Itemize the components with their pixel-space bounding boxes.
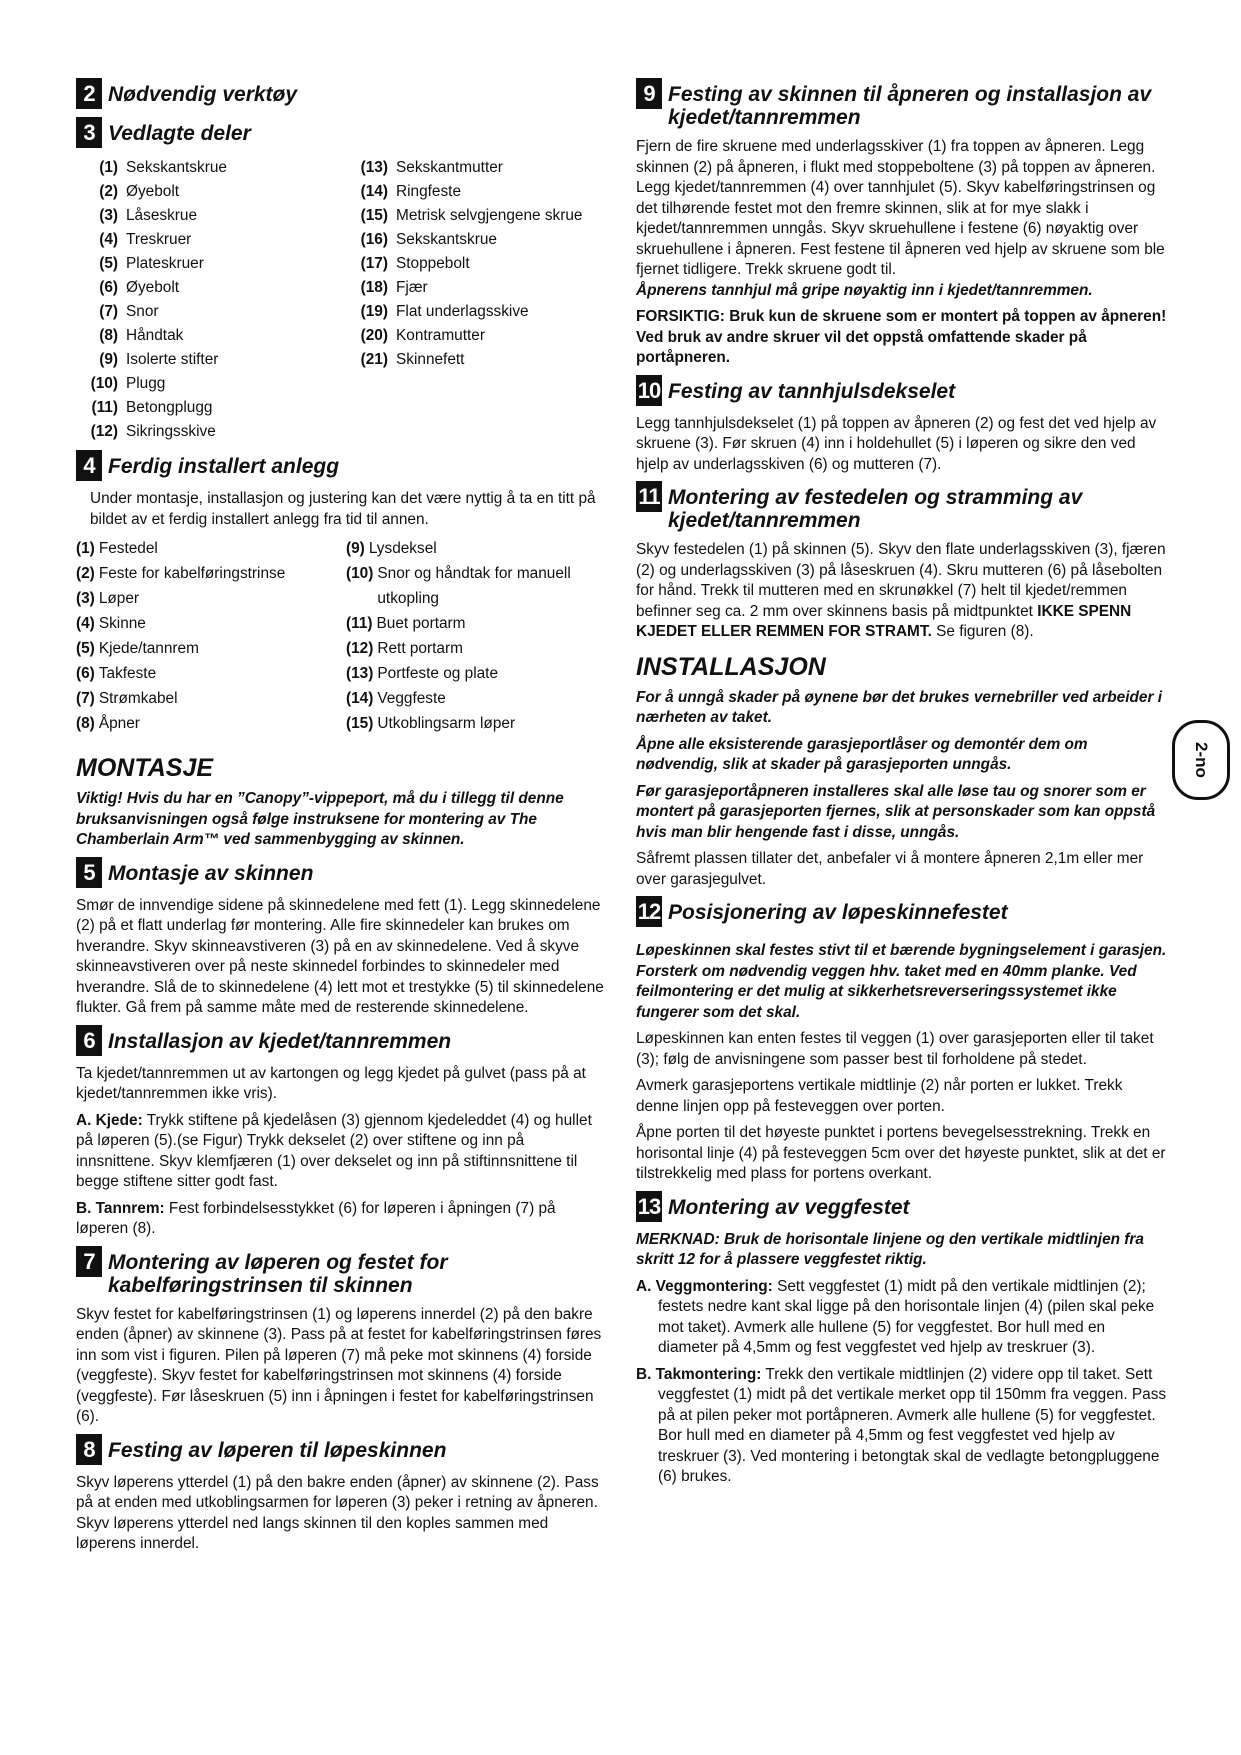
item-number: (8): [76, 715, 95, 732]
item-number: (11): [91, 399, 118, 416]
item-number: (3): [76, 590, 95, 607]
item-number: (2): [76, 565, 95, 582]
item-number: (5): [76, 640, 95, 657]
warning: IKKE SPENN KJEDET ELLER REMMEN FOR STRAMT.: [636, 602, 1132, 640]
item-number: (15): [360, 207, 388, 224]
section-title: Montering av løperen og festet for kabelføringstrinsen til skinnen: [108, 1250, 448, 1297]
item-text: Kjede/tannrem: [98, 640, 199, 657]
item-text: Betongplugg: [126, 399, 213, 416]
parts-list: [76, 156, 604, 444]
list-item: [346, 611, 604, 636]
list-item: [76, 636, 346, 661]
item-number: (6): [99, 279, 118, 296]
item-text: Stoppebolt: [396, 255, 470, 272]
item-text: Snor og håndtak for manuell utkopling: [377, 565, 571, 607]
item-text: Festedel: [98, 540, 158, 557]
label: A. Kjede:: [76, 1111, 143, 1129]
section-3-heading: [76, 117, 604, 148]
section-12-emphasis: Løpeskinnen skal festes stivt til et bærende bygningselement i garasjen. Forsterk om nødvendig veggen hhv. taket med en 40mm planke. Ved feilmontering er det mulig at sikkerhetsreverseringssystemet ikke fungerer som det skal.: [636, 942, 1167, 1021]
list-item: [346, 300, 604, 324]
section-9-heading: [636, 78, 1168, 129]
list-item: [76, 536, 346, 561]
list-item: [346, 711, 604, 736]
item-text: Metrisk selvgjengene skrue: [396, 207, 583, 224]
section-number: 5: [76, 857, 102, 888]
item-text: Lysdeksel: [368, 540, 437, 557]
list-item: [346, 204, 604, 228]
item-number: (16): [360, 231, 388, 248]
section-11-text: [636, 540, 1168, 643]
section-4-heading: [76, 450, 604, 481]
section-5-text: Smør de innvendige sidene på skinnedelene med fett (1). Legg skinnedelene (2) på et flatt underlag før montering. Alle fire skinnedeler kan brukes om hverandre. Skyv skinneavstiveren (3) på en av skinnedelene. Ved å skyve skinneavstiveren over på neste skinnedel forbindes to skinnedeler med hverandre. Slå de to skinnedelene (4) lett mot et trestykke (5) til skinnedelene flukter. Gå frem på samme måte med de resterende skinnedelene.: [76, 896, 604, 1016]
list-item: [346, 324, 604, 348]
installasjon-p3: Før garasjeportåpneren installeres skal alle løse tau og snorer som er montert på garasjeporten fjernes, slik at personskader som kan oppstå hvis man blir hengende fast i disse, unngås.: [636, 782, 1156, 841]
section-title: Ferdig installert anlegg: [108, 455, 340, 478]
list-item: [76, 252, 346, 276]
list-item: [76, 372, 346, 396]
parts-list-right: [346, 156, 604, 444]
item-number: (18): [360, 279, 388, 296]
item-text: Skinne: [98, 615, 146, 632]
installasjon-p2: Åpne alle eksisterende garasjeportlåser og demontér dem om nødvendig, slik at skader på garasjeporten unngås.: [636, 735, 1088, 773]
section-number: 6: [76, 1025, 102, 1056]
list-item: [76, 686, 346, 711]
list-item: [346, 636, 604, 661]
item-number: (7): [99, 303, 118, 320]
item-number: (3): [99, 207, 118, 224]
list-item: [76, 180, 346, 204]
page-badge: [1172, 720, 1230, 800]
list-item: [346, 156, 604, 180]
item-text: Treskruer: [126, 231, 192, 248]
list-item: [76, 348, 346, 372]
section-12-heading: [636, 896, 1168, 927]
item-text: Takfeste: [98, 665, 157, 682]
left-column: [76, 72, 604, 1561]
section-9-emphasis: Åpnerens tannhjul må gripe nøyaktig inn i kjedet/tannremmen.: [636, 281, 1093, 299]
section-8-text: Skyv løperens ytterdel (1) på den bakre enden (åpner) av skinnene (2). Pass på at enden med utkoblingsarmen for løperen (3) peker i retning av åpneren. Skyv løperens ytterdel ned langs skinnen til den koples sammen med løperens innerdel.: [76, 1473, 599, 1552]
label: B. Takmontering:: [636, 1365, 762, 1383]
right-column: [636, 72, 1168, 1494]
section-13-note: MERKNAD: Bruk de horisontale linjene og den vertikale midtlinjen fra skritt 12 for å plassere veggfestet riktig.: [636, 1230, 1144, 1268]
item-number: (10): [346, 565, 374, 582]
label: B. Tannrem:: [76, 1199, 165, 1217]
text: Sett veggfestet (1) midt på den vertikale midtlinjen (2); festets nedre kant skal ligge på den horisontale linjen (4) (pilen skal peke mot taket). Avmerk alle hullene (5) for veggfestet. Bor hull med en diameter på 4,5mm og fest veggfestet ved hjelp av treskruer (3).: [658, 1277, 1155, 1356]
section-title: Nødvendig verktøy: [108, 83, 298, 106]
section-number: 2: [76, 78, 102, 109]
section-number: 9: [636, 78, 662, 109]
list-item: [346, 661, 604, 686]
section-title: Festing av skinnen til åpneren og installasjon av kjedet/tannremmen: [668, 83, 1152, 129]
section-9-text: Fjern de fire skruene med underlagsskiver (1) fra toppen av åpneren. Legg skinnen (2) på åpneren, i flukt med stoppeboltene (3) på toppen av åpneren. Legg kjedet/tannremmen (4) over tannhjulet (5). Skyv kabelføringstrinsen og det tilhørende festet mot den fremre skinnen, slik at for mye slakk i kjedet/tannremmen unngås. Skyv skruehullene i festene (6) nøyaktig over skruehullene i åpneren. Fest festene til åpneren ved hjelp av skruene som ble fjernet tidligere. Trekk skruene godt til.: [636, 138, 1165, 278]
item-text: Plateskruer: [126, 255, 204, 272]
item-text: Sekskantmutter: [396, 159, 503, 176]
section-number: 4: [76, 450, 102, 481]
installed-parts-left: [76, 536, 346, 736]
item-number: (12): [346, 640, 374, 657]
item: [636, 1365, 1168, 1488]
item-number: (14): [346, 690, 374, 707]
item-number: (1): [99, 159, 118, 176]
section-5-heading: [76, 857, 604, 888]
section-13-heading: [636, 1191, 1168, 1222]
text: Trekk den vertikale midtlinjen (2) videre opp til taket. Sett veggfestet (1) midt på det vertikale merket opp til 150mm fra veggen. Pass på at pilen peker mot portåpneren. Avmerk alle hullene (5) for veggfestet. Bor hull med en diameter på 4,5mm og fest veggfestet ved hjelp av treskruer (3). Ved montering i betongtak skal de vedlagte betongpluggene (6) brukes.: [658, 1365, 1167, 1485]
list-item: [76, 661, 346, 686]
section-title: Festing av tannhjulsdekselet: [668, 379, 956, 403]
section-2-heading: [76, 78, 604, 109]
item-text: Kontramutter: [396, 327, 485, 344]
section-6-a: [76, 1111, 604, 1193]
item-text: Utkoblingsarm løper: [377, 715, 516, 732]
item-text: Snor: [126, 303, 159, 320]
list-item: [346, 686, 604, 711]
section-10-text: Legg tannhjulsdekselet (1) på toppen av åpneren (2) og fest det ved hjelp av skruene (3). Før skruen (4) inn i holdehullet (5) i løperen og sikre den ved hjelp av underlagsskiven (6) og mutteren (7).: [636, 414, 1157, 473]
item-number: (2): [99, 183, 118, 200]
item-text: Øyebolt: [126, 183, 180, 200]
installed-parts-right: [346, 536, 604, 736]
list-item: [76, 324, 346, 348]
section-title: Installasjon av kjedet/tannremmen: [108, 1029, 452, 1053]
item-text: Portfeste og plate: [377, 665, 499, 682]
section-number: 10: [636, 375, 662, 406]
item-number: (9): [346, 540, 365, 557]
item-text: Øyebolt: [126, 279, 180, 296]
installasjon-p1: For å unngå skader på øynene bør det brukes vernebriller ved arbeider i nærheten av taket.: [636, 688, 1163, 726]
item-number: (17): [360, 255, 388, 272]
list-item: [346, 276, 604, 300]
section-6-text: Ta kjedet/tannremmen ut av kartongen og legg kjedet på gulvet (pass på at kjedet/tannremmen ikke vris).: [76, 1064, 586, 1102]
item-text: Sikringsskive: [126, 423, 216, 440]
list-item: [76, 561, 346, 586]
item-number: (19): [360, 303, 388, 320]
item-text: Fjær: [396, 279, 428, 296]
item-text: Plugg: [126, 375, 166, 392]
section-number: 3: [76, 117, 102, 148]
item-number: (12): [90, 423, 118, 440]
item-number: (4): [99, 231, 118, 248]
item-number: (5): [99, 255, 118, 272]
item-number: (14): [360, 183, 388, 200]
section-title: Montering av festedelen og stramming av kjedet/tannremmen: [668, 486, 1083, 532]
text: Skyv festedelen (1) på skinnen (5). Skyv den flate underlagsskiven (3), fjæren (2) og underlagsskiven (3) på låseskruen (4). Skru mutteren (6) på låsebolten for hånd. Trekk til mutteren med en skrunøkkel (7) helt til kjedet/remmen befinner seg ca. 2 mm over skinnens basis på midtpunktet: [636, 541, 1166, 620]
item-text: Løper: [98, 590, 140, 607]
section-6-b: [76, 1199, 604, 1240]
item-number: (8): [99, 327, 118, 344]
item-number: (13): [346, 665, 374, 682]
item-text: Låseskrue: [126, 207, 198, 224]
text: Fest forbindelsesstykket (6) for løperen i åpningen (7) på løperen (8).: [76, 1199, 556, 1237]
section-number: 12: [636, 896, 662, 927]
section-12-p3: Åpne porten til det høyeste punktet i portens bevegelsesstrekning. Trekk en horisontal linje (4) på festeveggen 5cm over det høyeste punktet, slik at det er tilstrekkelig med plass for portens overkant.: [636, 1124, 1166, 1182]
section-13-b: [636, 1365, 1168, 1488]
list-item: [346, 180, 604, 204]
item-text: Skinnefett: [396, 351, 465, 368]
section-title: Posisjonering av løpeskinnefestet: [668, 901, 1008, 924]
item-text: Ringfeste: [396, 183, 462, 200]
section-8-heading: [76, 1434, 604, 1465]
item-text: Buet portarm: [376, 615, 466, 632]
list-item: [76, 300, 346, 324]
text: Trykk stiftene på kjedelåsen (3) gjennom kjedeleddet (4) og hullet på løperen (5).(se Figur) Trykk dekselet (2) over stiftene og inn på innsnittene. Skyv klemfjæren (1) over dekselet og inn på stiftinnsnittene til begge stiftene sitter godt fast.: [76, 1111, 592, 1190]
item-number: (7): [76, 690, 95, 707]
list-item: [346, 228, 604, 252]
list-item: [76, 204, 346, 228]
list-item: [76, 156, 346, 180]
section-6-heading: [76, 1025, 604, 1056]
parts-list-left: [76, 156, 346, 444]
item-text: Strømkabel: [98, 690, 178, 707]
montasje-title: MONTASJE: [76, 754, 214, 782]
item-number: (10): [90, 375, 118, 392]
section-number: 7: [76, 1246, 102, 1277]
list-item: [76, 276, 346, 300]
list-item: [76, 420, 346, 444]
item-number: (20): [360, 327, 388, 344]
section-13-a: [636, 1277, 1168, 1359]
item-text: Åpner: [98, 715, 140, 732]
section-12-p1: Løpeskinnen kan enten festes til veggen (1) over garasjeporten eller til taket (3); følg de anvisningene som passer best til forholdene på stedet.: [636, 1030, 1154, 1068]
section-12-p2: Avmerk garasjeportens vertikale midtlinje (2) når porten er lukket. Trekk denne linjen opp på festeveggen over porten.: [636, 1077, 1123, 1115]
tail: Se figuren (8).: [931, 623, 1034, 640]
item-number: (13): [360, 159, 388, 176]
list-item: [346, 536, 604, 561]
section-title: Montering av veggfestet: [668, 1195, 910, 1219]
installasjon-p4: Såfremt plassen tillater det, anbefaler vi å montere åpneren 2,1m eller mer over garasjegulvet.: [636, 850, 1144, 888]
section-4-intro: Under montasje, installasjon og justering kan det være nyttig å ta en titt på bildet av et ferdig installert anlegg fra tid til annen.: [90, 490, 596, 528]
list-item: [346, 252, 604, 276]
item-number: (15): [346, 715, 374, 732]
page-badge-label: 2-no: [1191, 742, 1211, 778]
list-item: [76, 611, 346, 636]
item-text: Flat underlagsskive: [396, 303, 529, 320]
item-text: Feste for kabelføringstrinse: [98, 565, 286, 582]
section-title: Montasje av skinnen: [108, 861, 314, 885]
section-number: 8: [76, 1434, 102, 1465]
item-text: Håndtak: [126, 327, 184, 344]
list-item: [76, 228, 346, 252]
list-item: [346, 561, 604, 611]
list-item: [76, 396, 346, 420]
section-number: 11: [636, 481, 662, 512]
section-10-heading: [636, 375, 1168, 406]
item-text: Veggfeste: [377, 690, 446, 707]
list-item: [346, 348, 604, 372]
list-item: [76, 586, 346, 611]
item-text: Sekskantskrue: [396, 231, 497, 248]
item-text: Isolerte stifter: [126, 351, 219, 368]
item-number: (4): [76, 615, 95, 632]
item-number: (11): [346, 615, 373, 632]
section-9-warning: FORSIKTIG: Bruk kun de skruene som er montert på toppen av åpneren! Ved bruk av andre skruer vil det oppstå omfattende skader på portåpneren.: [636, 308, 1167, 366]
item-text: Rett portarm: [377, 640, 463, 657]
item: [636, 1277, 1168, 1359]
item-number: (21): [360, 351, 388, 368]
label: A. Veggmontering:: [636, 1277, 773, 1295]
installasjon-title: INSTALLASJON: [636, 652, 826, 681]
item-number: (9): [99, 351, 118, 368]
list-item: [76, 711, 346, 736]
item-text: Sekskantskrue: [126, 159, 227, 176]
section-title: Vedlagte deler: [108, 122, 251, 145]
section-title: Festing av løperen til løpeskinnen: [108, 1438, 447, 1462]
section-number: 13: [636, 1191, 662, 1222]
montasje-note: Viktig! Hvis du har en ”Canopy”-vippeport, må du i tillegg til denne bruksanvisningen også følge instruksene for montering av The Chamberlain Arm™ ved sammenbygging av skinnen.: [76, 790, 564, 848]
item-number: (1): [76, 540, 95, 557]
section-7-heading: [76, 1246, 604, 1297]
section-11-heading: [636, 481, 1168, 532]
section-7-text: Skyv festet for kabelføringstrinsen (1) og løperens innerdel (2) på den bakre enden (åpner) av skinnene (3). Pass på at festet for kabelføringstrinsen føres inn som vist i figuren. Pilen på løperen (7) må peke mot skinnens (4) forside (veggfeste). Skyv festet for kabelføringstrinsen mot skinnens (4) forside (veggfeste). Før låseskruen (5) inn i åpningen i festet for kabelføringstrinsen (6).: [76, 1305, 602, 1425]
installed-parts-list: [76, 536, 604, 736]
item-number: (6): [76, 665, 95, 682]
